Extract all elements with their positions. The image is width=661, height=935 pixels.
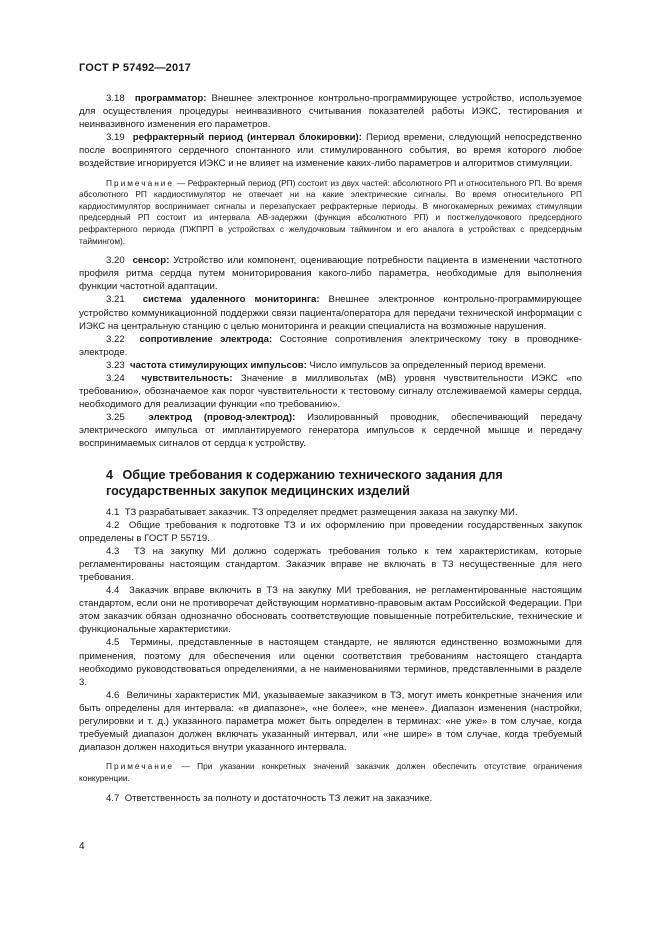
definition-3-19 <box>79 131 582 170</box>
clause-text: Ответственность за полноту и достаточность ТЗ лежит на заказчике. <box>124 792 433 804</box>
note-label: Примечание <box>106 177 175 188</box>
clause-4-4 <box>79 584 582 636</box>
clause-number: 4.5 <box>106 637 120 649</box>
clause-4-7 <box>79 792 582 805</box>
term: частота стимулирующих импульсов: <box>130 359 307 371</box>
definition-text: Внешнее электронное контрольно-программирующее устройство, используемое для осуществления процедуры неинвазивного считывания показателей работы ИЭКС, тестирования и неинвазивного изменения его параметров. <box>79 93 582 131</box>
clause-number: 4.1 <box>106 506 120 518</box>
clause-number: 4.3 <box>106 545 120 557</box>
definition-text: Период времени, следующий непосредственно после воспринятого сердечного спонтанного или стимулированного события, во время которого любое воздействие игнорируется ИЭКС и не влияет на изменение каких-либо параметров и алгоритмов стимуляции. <box>79 132 583 170</box>
definition-text: Число импульсов за определенный период времени. <box>309 359 547 371</box>
item-number: 3.22 <box>106 333 125 345</box>
note-competition <box>79 761 582 784</box>
definition-text: Состояние сопротивления электрическому току в проводнике-электроде. <box>79 333 582 358</box>
item-number: 3.19 <box>106 132 125 144</box>
term: чувствительность: <box>141 372 233 384</box>
definition-text: Значение в милливольтах (мВ) уровня чувствительности ИЭКС «по требованию», обозначаемое как порог чувствительности к тестовому сигналу отслеживаемой камеры сердца, необходимого для реализации функции «по требованию». <box>79 372 582 411</box>
section-number: 4 <box>106 467 114 482</box>
term: электрод (провод-электрод): <box>148 412 296 424</box>
term: рефрактерный период (интервал блокировки): <box>132 132 362 144</box>
term: система удаленного мониторинга: <box>142 294 320 306</box>
item-number: 3.21 <box>106 294 125 306</box>
clause-text: ТЗ разрабатывает заказчик. ТЗ определяет предмет размещения заказа на закупку МИ. <box>124 506 518 518</box>
document-body <box>79 92 582 805</box>
definition-3-21 <box>79 293 582 332</box>
clause-number: 4.6 <box>106 689 120 701</box>
item-number: 3.24 <box>106 372 125 384</box>
clause-4-5 <box>79 636 582 688</box>
clause-text: Общие требования к подготовке ТЗ и их оформлению при проведении государственных закупок определены в ГОСТ Р 55719. <box>79 519 582 544</box>
clause-number: 4.2 <box>106 519 120 531</box>
definition-3-18 <box>79 92 582 131</box>
document-code-header: ГОСТ Р 57492—2017 <box>79 62 191 74</box>
term: сопротивление электрода: <box>139 333 273 345</box>
definition-text: Изолированный проводник, обеспечивающий передачу электрического импульса от имплантируемого генератора импульсов к сердечной мышце и передачу воспринимаемых сигналов от сердца к устройству. <box>79 412 582 450</box>
clause-4-1 <box>79 506 582 519</box>
clause-text: Термины, представленные в настоящем стандарте, не являются единственно возможными для применения, поэтому для обеспечения или оценки соответствия требованиям настоящего стандарта необходимо руководствоваться определениями, а не наименованиями терминов, представленными в разделе 3. <box>79 637 582 688</box>
item-number: 3.23 <box>106 359 125 371</box>
item-number: 3.20 <box>106 255 125 267</box>
definition-text: Внешнее электронное контрольно-программирующее устройство коммуникационной поддержки связи пациента/оператора для передачи технической информации с ИЭКС на центральную станцию с целью мониторинга и реакции специалиста на возможные нарушения. <box>79 294 582 332</box>
clause-number: 4.7 <box>106 792 120 804</box>
clause-4-6 <box>79 689 582 754</box>
definition-3-22 <box>79 333 582 359</box>
definition-3-20 <box>79 254 582 293</box>
clause-4-2 <box>79 519 582 545</box>
definition-3-24 <box>79 372 582 411</box>
note-label: Примечание <box>106 761 175 772</box>
definition-text: Устройство или компонент, оценивающие потребности пациента в изменении частотного профиля ритма сердца путем мониторирования какого-либо параметра, необходимые для выполнения функции частотной адаптации. <box>79 255 583 293</box>
item-number: 3.25 <box>106 412 125 424</box>
term: сенсор: <box>132 255 170 267</box>
item-number: 3.18 <box>106 93 125 104</box>
definition-3-23 <box>79 359 582 372</box>
definition-3-25 <box>79 411 582 450</box>
page-number: 4 <box>79 841 85 852</box>
note-refractory-period <box>79 178 582 248</box>
term: программатор: <box>134 93 207 104</box>
section-title: Общие требования к содержанию технического задания для государственных закупок медицинских изделий <box>106 467 503 498</box>
clause-4-3 <box>79 545 582 584</box>
clause-text: Величины характеристик МИ, указываемые заказчиком в ТЗ, могут иметь конкретные значения или быть определены для интервала: «в диапазоне», «не более», «не менее». Диапазон изменения (настройки, регулировки и т. д.) указанного параметра может быть определен в терминах: «не уже» в том случае, когда требуемый диапазон должен включать указанный интервал, или «не шире» в том случае, когда требуемый диапазон должен находиться внутри указанного интервала. <box>79 689 582 754</box>
section-heading <box>79 467 582 499</box>
note-text: — При указании конкретных значений заказчик должен обеспечить отсутствие ограничения конкуренции. <box>79 761 583 783</box>
clause-text: Заказчик вправе включить в ТЗ на закупку МИ требования, не регламентированные настоящим стандартом, если они не противоречат действующим нормативно-правовым актам Российской Федерации. При этом заказчик обязан однозначно обосновать соответствующие повышенные потребительские, технические и функциональные характеристики. <box>79 585 582 636</box>
clause-text: ТЗ на закупку МИ должно содержать требования только к тем характеристикам, которые регламентированы настоящим стандартом. Заказчик вправе не включать в ТЗ несущественные для него требования. <box>79 545 582 583</box>
note-text: — Рефрактерный период (РП) состоит из двух частей: абсолютного РП и относительного РП. Во время абсолютного РП кардиостимулятор не отвечает ни на какие электрические сигналы. Во время относительного РП кардиостимулятор воспринимает сигналы и перезапускает рефрактерные периоды. В многокамерных режимах стимуляции предсердный РП состоит из интервала АВ-задержки (функция абсолютного РП) и постжелудочкового предсердного рефрактерного периода (ПЖПРП в устройствах с желудочковым таймингом и его аналога в устройствах с предсердным таймингом). <box>79 177 582 246</box>
clause-number: 4.4 <box>106 585 120 597</box>
